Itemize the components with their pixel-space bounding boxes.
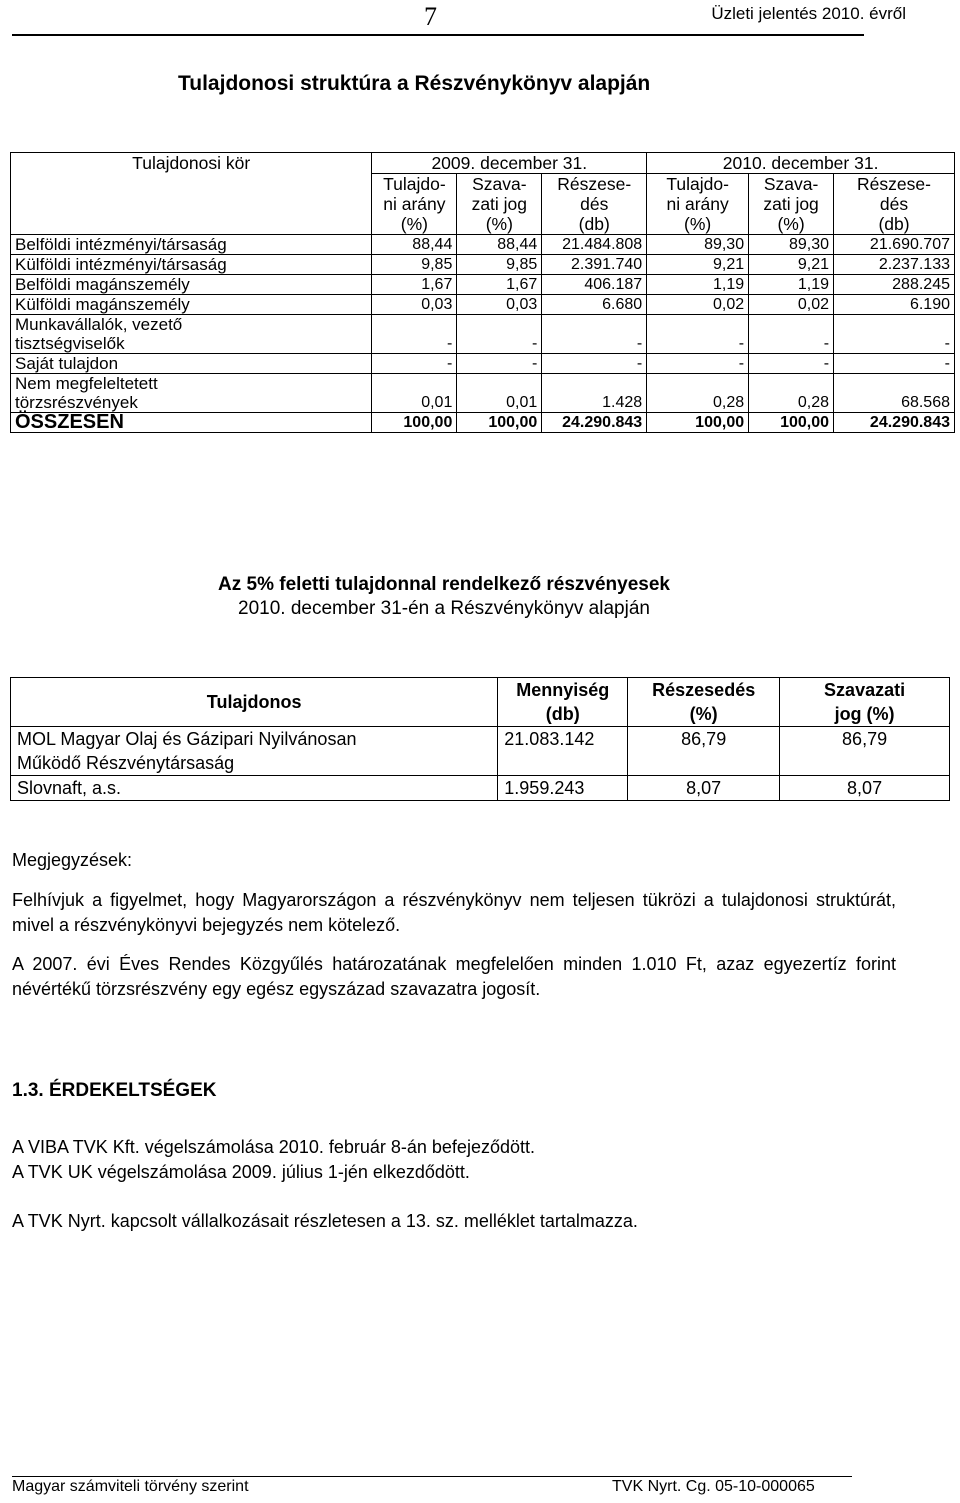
note-shareregister: Felhívjuk a figyelmet, hogy Magyarországon a részvénykönyv nem teljesen tükrözi a tulajdonosi struktúrát, mivel a részvénykönyvi bejegyzés nem kötelező. bbox=[12, 890, 896, 935]
row-label: Külföldi magánszemély bbox=[11, 295, 372, 315]
major-shareholders-title: Az 5% feletti tulajdonnal rendelkező részvényesek bbox=[218, 574, 670, 595]
row-value: 88,44 bbox=[372, 235, 457, 255]
total-value: 24.290.843 bbox=[542, 413, 647, 433]
row-value: - bbox=[372, 315, 457, 354]
row-value: 21.690.707 bbox=[834, 235, 955, 255]
sub-header: Szava- zati jog (%) bbox=[457, 174, 542, 235]
total-value: 24.290.843 bbox=[834, 413, 955, 433]
row-value: 6.190 bbox=[834, 295, 955, 315]
total-label: ÖSSZESEN bbox=[11, 413, 372, 433]
row-label: Saját tulajdon bbox=[11, 354, 372, 374]
period-header-2009: 2009. december 31. bbox=[372, 153, 647, 174]
ownership-structure-title: Tulajdonosi struktúra a Részvénykönyv alapján bbox=[178, 72, 651, 95]
row-value: - bbox=[749, 354, 834, 374]
row-value: 89,30 bbox=[749, 235, 834, 255]
row-value: - bbox=[457, 315, 542, 354]
header-vote: Szavazati jog (%) bbox=[780, 678, 950, 727]
table-row bbox=[11, 315, 955, 354]
sub-header: Szava- zati jog (%) bbox=[749, 174, 834, 235]
sub-header: Részese- dés (db) bbox=[834, 174, 955, 235]
row-value: 0,02 bbox=[749, 295, 834, 315]
row-value: 9,21 bbox=[749, 255, 834, 275]
total-value: 100,00 bbox=[372, 413, 457, 433]
header-rule bbox=[12, 34, 864, 36]
row-value: - bbox=[372, 354, 457, 374]
section-paragraph: A VIBA TVK Kft. végelszámolása 2010. február 8-án befejeződött. bbox=[12, 1137, 535, 1157]
row-value: 9,85 bbox=[457, 255, 542, 275]
row-value: - bbox=[457, 354, 542, 374]
sub-header: Részese- dés (db) bbox=[542, 174, 647, 235]
table-row bbox=[11, 275, 955, 295]
row-label: Belföldi magánszemély bbox=[11, 275, 372, 295]
row-value: 2.237.133 bbox=[834, 255, 955, 275]
row-value: - bbox=[749, 315, 834, 354]
header-title: Üzleti jelentés 2010. évről bbox=[711, 4, 906, 23]
notes-heading: Megjegyzések: bbox=[12, 850, 133, 870]
row-label: Belföldi intézményi/társaság bbox=[11, 235, 372, 255]
shareholder-header-row bbox=[11, 678, 950, 727]
table-row bbox=[11, 295, 955, 315]
shareholder-quantity: 1.959.243 bbox=[498, 776, 628, 801]
row-value: 0,03 bbox=[457, 295, 542, 315]
row-value: 89,30 bbox=[647, 235, 749, 255]
row-value: 21.484.808 bbox=[542, 235, 647, 255]
row-value: 2.391.740 bbox=[542, 255, 647, 275]
shareholder-name: Slovnaft, a.s. bbox=[11, 776, 498, 801]
row-value: 1,19 bbox=[749, 275, 834, 295]
shareholder-vote: 8,07 bbox=[780, 776, 950, 801]
header-owner: Tulajdonos bbox=[11, 678, 498, 727]
row-label: Munkavállalók, vezető tisztségviselők bbox=[11, 315, 372, 354]
header-quantity: Mennyiség (db) bbox=[498, 678, 628, 727]
row-value: 0,01 bbox=[372, 374, 457, 413]
sub-header: Tulajdo- ni arány (%) bbox=[372, 174, 457, 235]
row-value: - bbox=[834, 354, 955, 374]
shareholder-share: 8,07 bbox=[628, 776, 780, 801]
row-value: 406.187 bbox=[542, 275, 647, 295]
table-row bbox=[11, 255, 955, 275]
row-value: 9,85 bbox=[372, 255, 457, 275]
row-value: 1,67 bbox=[372, 275, 457, 295]
major-shareholders-subtitle: 2010. december 31-én a Részvénykönyv alapján bbox=[238, 598, 650, 619]
note-voting-rights: A 2007. évi Éves Rendes Közgyűlés határozatának megfelelően minden 1.010 Ft, azaz egyezertíz forint névértékű törzsrészvény egy egész egyszázad szavazatra jogosít. bbox=[12, 954, 896, 999]
row-value: 9,21 bbox=[647, 255, 749, 275]
row-value: - bbox=[647, 354, 749, 374]
row-value: - bbox=[542, 354, 647, 374]
period-header-2010: 2010. december 31. bbox=[647, 153, 955, 174]
total-value: 100,00 bbox=[749, 413, 834, 433]
row-value: 0,28 bbox=[749, 374, 834, 413]
footer-rule bbox=[12, 1476, 852, 1477]
row-value: - bbox=[834, 315, 955, 354]
sub-header: Tulajdo- ni arány (%) bbox=[647, 174, 749, 235]
row-value: 0,03 bbox=[372, 295, 457, 315]
page-number: 7 bbox=[424, 2, 437, 31]
period-header-row bbox=[11, 153, 955, 174]
footer-left: Magyar számviteli törvény szerint bbox=[12, 1478, 249, 1495]
row-value: 1,67 bbox=[457, 275, 542, 295]
row-label: Nem megfeleltetett törzsrészvények bbox=[11, 374, 372, 413]
total-value: 100,00 bbox=[647, 413, 749, 433]
row-value: 68.568 bbox=[834, 374, 955, 413]
table-row bbox=[11, 727, 950, 776]
row-value: 0,28 bbox=[647, 374, 749, 413]
table-row bbox=[11, 776, 950, 801]
row-value: 6.680 bbox=[542, 295, 647, 315]
footer-right: TVK Nyrt. Cg. 05-10-000065 bbox=[612, 1478, 815, 1495]
table-row bbox=[11, 235, 955, 255]
row-label: Külföldi intézményi/társaság bbox=[11, 255, 372, 275]
ownership-table bbox=[10, 152, 955, 433]
total-row bbox=[11, 413, 955, 433]
row-value: - bbox=[542, 315, 647, 354]
section-paragraph: A TVK Nyrt. kapcsolt vállalkozásait részletesen a 13. sz. melléklet tartalmazza. bbox=[12, 1211, 638, 1231]
section-heading: 1.3. ÉRDEKELTSÉGEK bbox=[12, 1080, 217, 1101]
shareholder-name: MOL Magyar Olaj és Gázipari Nyilvánosan Működő Részvénytársaság bbox=[11, 727, 498, 776]
column-header-owner-group: Tulajdonosi kör bbox=[11, 153, 372, 235]
shareholder-share: 86,79 bbox=[628, 727, 780, 776]
header-share: Részesedés (%) bbox=[628, 678, 780, 727]
row-value: - bbox=[647, 315, 749, 354]
shareholder-quantity: 21.083.142 bbox=[498, 727, 628, 776]
table-row bbox=[11, 374, 955, 413]
section-paragraph: A TVK UK végelszámolása 2009. július 1-jén elkezdődött. bbox=[12, 1162, 470, 1182]
row-value: 288.245 bbox=[834, 275, 955, 295]
table-row bbox=[11, 354, 955, 374]
shareholder-vote: 86,79 bbox=[780, 727, 950, 776]
row-value: 0,01 bbox=[457, 374, 542, 413]
row-value: 88,44 bbox=[457, 235, 542, 255]
major-shareholders-table bbox=[10, 677, 950, 801]
row-value: 1.428 bbox=[542, 374, 647, 413]
row-value: 1,19 bbox=[647, 275, 749, 295]
total-value: 100,00 bbox=[457, 413, 542, 433]
row-value: 0,02 bbox=[647, 295, 749, 315]
